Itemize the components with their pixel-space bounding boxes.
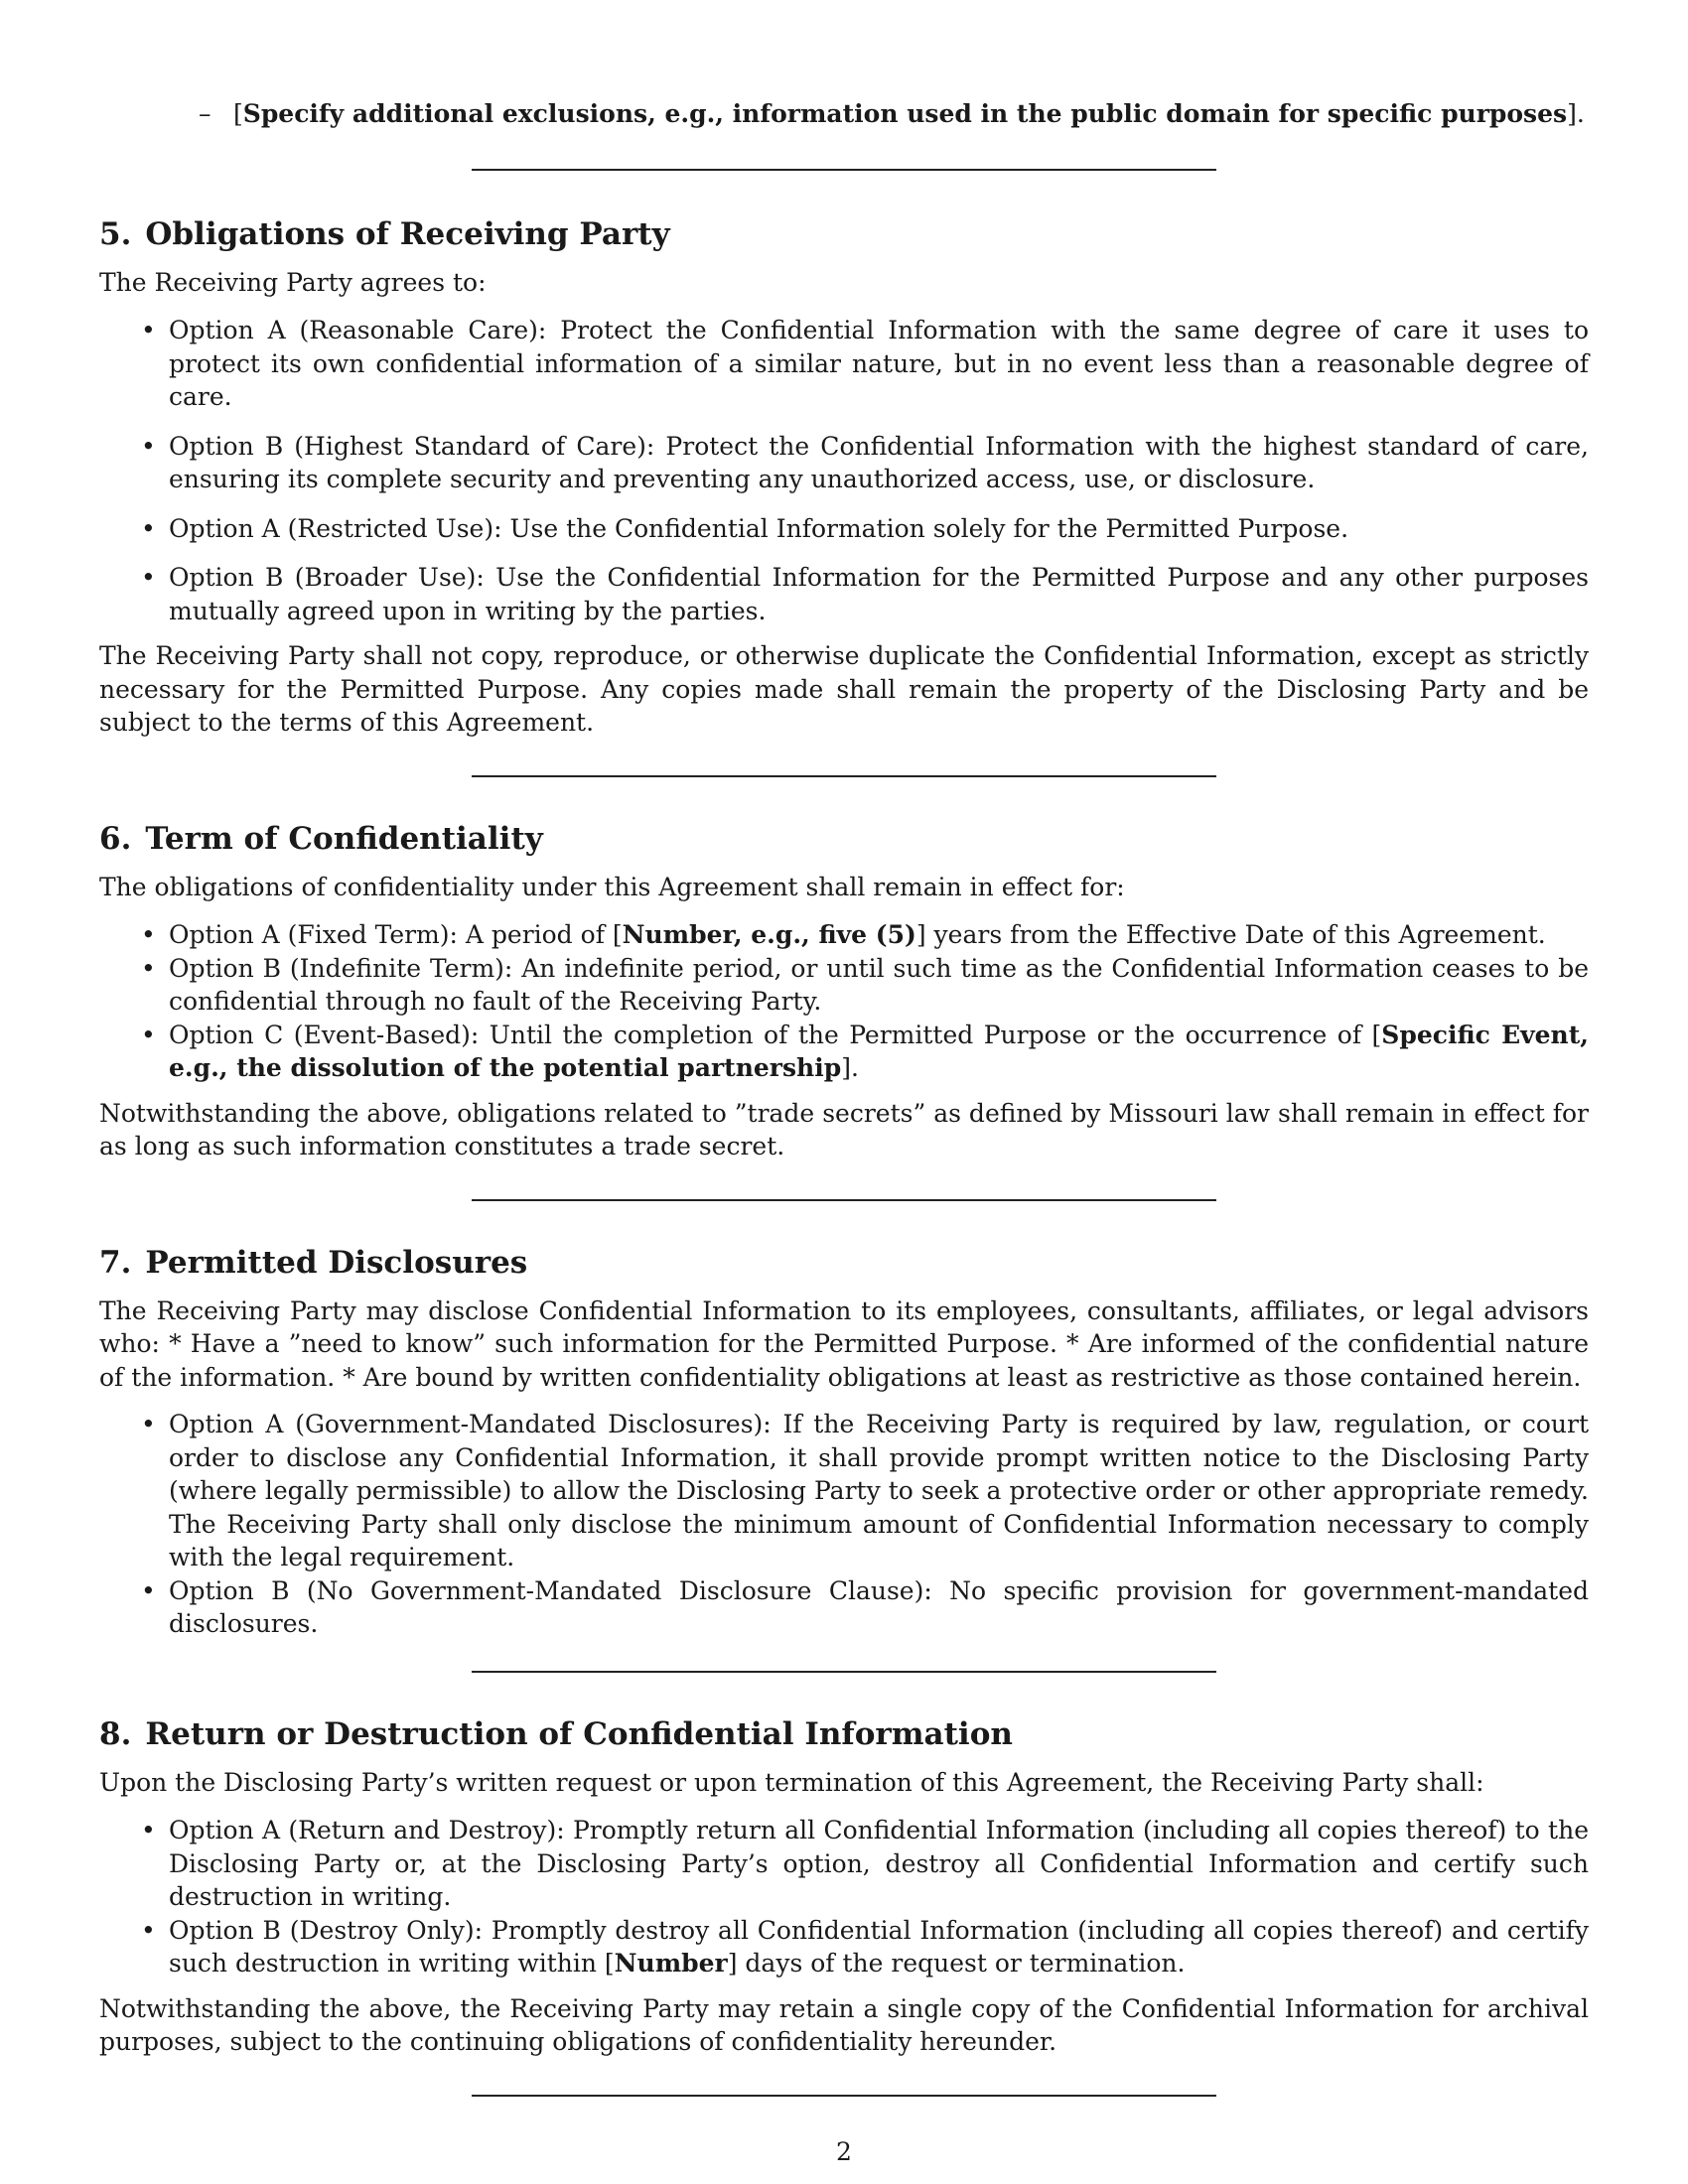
option-text-pre: Option C (Event-Based): Until the completion of the Permitted Purpose or the occurrence of [: [169, 1020, 1382, 1049]
option-text: Option B (Broader Use): Use the Confidential Information for the Permitted Purpose and any other purposes mutually agreed upon in writing by the parties.: [169, 563, 1589, 625]
bullet-icon: •: [141, 920, 156, 949]
section-8-options: [99, 1814, 1589, 1980]
option-text: Option A (Restricted Use): Use the Confidential Information solely for the Permitted Purpose.: [169, 513, 1349, 543]
section-7-heading: [99, 1243, 1589, 1283]
option-text: Option A (Reasonable Care): Protect the Confidential Information with the same degree of care it uses to protect its own confidential information of a similar nature, but in no event less than a reasonable degree of care.: [169, 316, 1589, 411]
section-title: Permitted Disclosures: [145, 1244, 528, 1281]
dash-marker: –: [199, 99, 211, 128]
section-number: 7.: [99, 1244, 132, 1281]
list-item: [99, 314, 1589, 414]
option-text: Option A (Return and Destroy): Promptly return all Confidential Information (including all copies thereof) to the Disclosing Party or, at the Disclosing Party’s option, destroy all Confidential Information and certify such destruction in writing.: [169, 1816, 1589, 1911]
section-title: Return or Destruction of Confidential Information: [145, 1715, 1013, 1752]
section-8-intro: Upon the Disclosing Party’s written request or upon termination of this Agreement, the Receiving Party shall:: [99, 1767, 1484, 1797]
section-6-heading: [99, 819, 1589, 859]
bracket-close: ].: [1567, 99, 1585, 128]
bullet-icon: •: [141, 1575, 156, 1605]
option-text: Option B (Indefinite Term): An indefinite period, or until such time as the Confidential Information ceases to be confidential through no fault of the Receiving Party.: [169, 953, 1589, 1016]
exclusion-item: [199, 97, 1589, 131]
option-text-post: ] years from the Effective Date of this Agreement.: [915, 920, 1546, 949]
bullet-icon: •: [141, 1915, 156, 1945]
bullet-icon: •: [141, 1020, 156, 1049]
section-title: Obligations of Receiving Party: [145, 215, 670, 252]
section-8-closing: Notwithstanding the above, the Receiving Party may retain a single copy of the Confidential Information for archival purposes, subject to the continuing obligations of confidentiality hereunder.: [99, 1993, 1589, 2056]
section-divider: [472, 1671, 1216, 1673]
option-placeholder: Number: [614, 1949, 728, 1978]
section-6-intro: The obligations of confidentiality under this Agreement shall remain in effect for:: [99, 872, 1125, 901]
list-item: [99, 430, 1589, 496]
section-7-options: [99, 1408, 1589, 1641]
option-text: Option A (Government-Mandated Disclosures): If the Receiving Party is required by law, regulation, or court order to disclose any Confidential Information, it shall provide prompt written notice to the Disclosing Party (where legally permissible) to allow the Disclosing Party to seek a protective order or other appropriate remedy. The Receiving Party shall only disclose the minimum amount of Confidential Information necessary to comply with the legal requirement.: [169, 1410, 1589, 1571]
exclusion-placeholder: Specify additional exclusions, e.g., information used in the public domain for specific purposes: [242, 99, 1568, 128]
option-text-pre: Option A (Fixed Term): A period of [: [169, 920, 623, 949]
option-text-post: ] days of the request or termination.: [727, 1949, 1186, 1978]
section-8-heading: [99, 1714, 1589, 1754]
list-item: [99, 1814, 1589, 1914]
list-item: [99, 512, 1589, 546]
bracket-open: [: [233, 99, 243, 128]
document-body: [99, 97, 1589, 2097]
section-number: 6.: [99, 820, 132, 857]
section-number: 8.: [99, 1715, 132, 1752]
section-5-options: [99, 314, 1589, 627]
section-5-heading: [99, 214, 1589, 254]
list-item: [99, 918, 1589, 952]
option-placeholder: Specific Event, e.g., the dissolution of the potential partnership: [169, 1020, 1589, 1082]
option-text: Option B (Highest Standard of Care): Protect the Confidential Information with the highest standard of care, ensuring its complete security and preventing any unauthorized access, use, or disclosure.: [169, 431, 1589, 493]
option-placeholder: Number, e.g., five (5): [622, 920, 916, 949]
section-7-intro: The Receiving Party may disclose Confidential Information to its employees, consultants, affiliates, or legal advisors who: * Have a ”need to know” such information for the Permitted Purpose. * Are informed of the confidential nature of the information. * Are bound by written confidentiality obligations at least as restrictive as those contained herein.: [99, 1296, 1589, 1392]
page-number: 2: [836, 2137, 852, 2166]
section-5-closing: The Receiving Party shall not copy, reproduce, or otherwise duplicate the Confidential Information, except as strictly necessary for the Permitted Purpose. Any copies made shall remain the property of the Disclosing Party and be subject to the terms of this Agreement.: [99, 641, 1589, 737]
bullet-icon: •: [141, 563, 156, 592]
list-item: [99, 561, 1589, 627]
section-divider: [472, 2095, 1216, 2097]
section-title: Term of Confidentiality: [145, 820, 543, 857]
section-divider: [472, 1199, 1216, 1201]
bullet-icon: •: [141, 1816, 156, 1844]
bullet-icon: •: [141, 316, 156, 344]
section-divider: [472, 775, 1216, 777]
option-text-post: ].: [841, 1053, 859, 1082]
section-5-intro: The Receiving Party agrees to:: [99, 267, 487, 297]
list-item: [99, 952, 1589, 1019]
section-6-options: [99, 918, 1589, 1085]
section-number: 5.: [99, 215, 132, 252]
section-divider: [472, 169, 1216, 171]
bullet-icon: •: [141, 513, 156, 543]
option-text: Option B (No Government-Mandated Disclosure Clause): No specific provision for government-mandated disclosures.: [169, 1575, 1589, 1638]
list-item: [99, 1914, 1589, 1980]
option-text-pre: Option B (Destroy Only): Promptly destroy all Confidential Information (including all copies thereof) and certify such destruction in writing within [: [169, 1915, 1589, 1978]
list-item: [99, 1408, 1589, 1574]
bullet-icon: •: [141, 431, 156, 461]
bullet-icon: •: [141, 1410, 156, 1438]
list-item: [99, 1574, 1589, 1641]
section-6-closing: Notwithstanding the above, obligations related to ”trade secrets” as defined by Missouri law shall remain in effect for as long as such information constitutes a trade secret.: [99, 1098, 1589, 1160]
bullet-icon: •: [141, 953, 156, 983]
list-item: [99, 1019, 1589, 1085]
